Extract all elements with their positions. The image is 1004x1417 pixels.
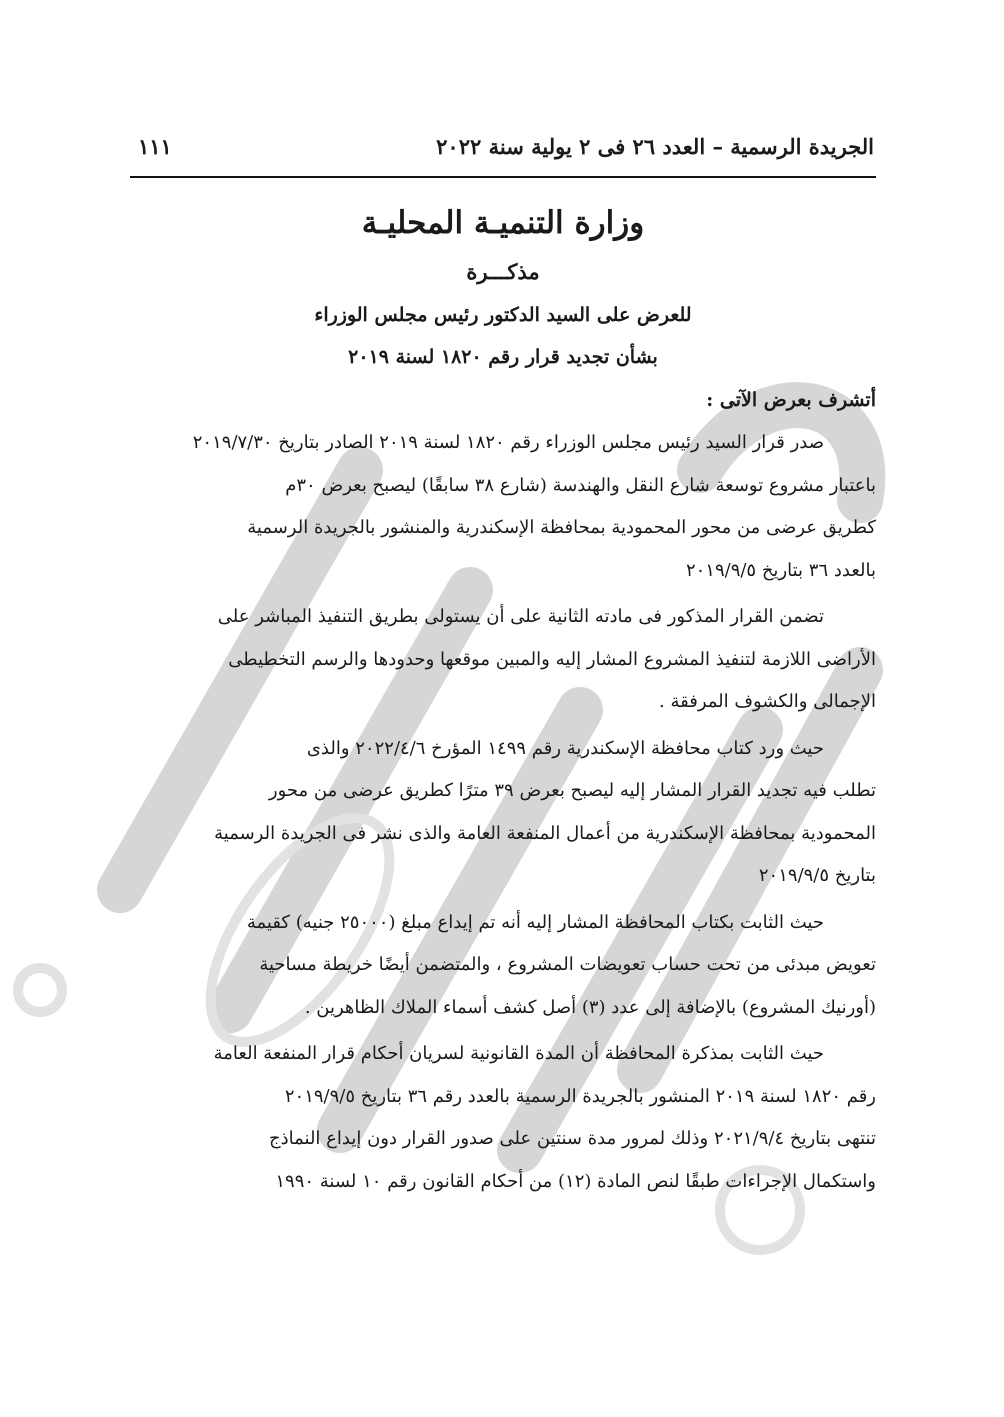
paragraph-line: الأراضى اللازمة لتنفيذ المشروع المشار إليه والمبين موقعها وحدودها والرسم التخطيطى (228, 648, 876, 670)
ministry-title: وزارة التنميـة المحليـة (361, 205, 645, 241)
paragraph-line: تطلب فيه تجديد القرار المشار إليه ليصبح بعرض ٣٩ مترًا كطريق عرضى من محور (268, 780, 876, 801)
page-number: ١١١ (138, 134, 172, 159)
paragraph-4 (130, 902, 876, 1030)
gazette-header-title: الجريدة الرسمية – العدد ٢٦ فى ٢ يولية سنة ٢٠٢٢ (436, 134, 874, 159)
paragraph-2 (130, 596, 876, 724)
paragraph-line: بالعدد ٣٦ بتاريخ ٢٠١٩/٩/٥ (685, 559, 876, 581)
paragraph-5 (130, 1033, 876, 1203)
presented-to-line: للعرض على السيد الدكتور رئيس مجلس الوزراء (314, 304, 692, 326)
paragraph-line: حيث الثابت بمذكرة المحافظة أن المدة القانونية لسريان أحكام قرار المنفعة العامة (213, 1043, 824, 1064)
paragraph-line: صدر قرار السيد رئيس مجلس الوزراء رقم ١٨٢٠ لسنة ٢٠١٩ الصادر بتاريخ ٢٠١٩/٧/٣٠ (192, 432, 824, 453)
paragraph-line: حيث الثابت بكتاب المحافظة المشار إليه أنه تم إيداع مبلغ (٢٥٠٠٠ جنيه) كقيمة (246, 911, 824, 933)
document-body (130, 196, 876, 1207)
paragraph-line: واستكمال الإجراءات طبقًا لنص المادة (١٢) من أحكام القانون رقم ١٠ لسنة ١٩٩٠ (275, 1170, 876, 1192)
page-header (130, 128, 876, 178)
paragraph-1 (130, 422, 876, 592)
memo-heading: مذكـــرة (466, 259, 540, 284)
paragraph-line: تعويض مبدئى من تحت حساب تعويضات المشروع ، والمتضمن أيضًا خريطة مساحية (259, 954, 876, 975)
paragraph-line: باعتبار مشروع توسعة شارع النقل والهندسة (شارع ٣٨ سابقًا) ليصبح بعرض ٣٠م (285, 474, 876, 496)
paragraph-line: بتاريخ ٢٠١٩/٩/٥ (758, 865, 876, 886)
paragraph-line: تضمن القرار المذكور فى مادته الثانية على أن يستولى بطريق التنفيذ المباشر على (217, 606, 824, 627)
paragraph-line: رقم ١٨٢٠ لسنة ٢٠١٩ المنشور بالجريدة الرسمية بالعدد رقم ٣٦ بتاريخ ٢٠١٩/٩/٥ (284, 1085, 876, 1107)
paragraph-line: الإجمالى والكشوف المرفقة . (659, 691, 876, 712)
paragraph-line: كطريق عرضى من محور المحمودية بمحافظة الإسكندرية والمنشور بالجريدة الرسمية (247, 517, 876, 538)
paragraph-line: (أورنيك المشروع) بالإضافة إلى عدد (٣) أصل كشف أسماء الملاك الظاهرين . (304, 996, 876, 1018)
paragraph-line: حيث ورد كتاب محافظة الإسكندرية رقم ١٤٩٩ المؤرخ ٢٠٢٢/٤/٦ والذى (306, 737, 824, 759)
subject-line: بشأن تجديد قرار رقم ١٨٢٠ لسنة ٢٠١٩ (348, 346, 658, 368)
opening-line: أتشرف بعرض الآتى : (706, 389, 876, 411)
paragraph-line: تنتهى بتاريخ ٢٠٢١/٩/٤ وذلك لمرور مدة سنتين على صدور القرار دون إيداع النماذج (268, 1128, 876, 1149)
paragraph-line: المحمودية بمحافظة الإسكندرية من أعمال المنفعة العامة والذى نشر فى الجريدة الرسمية (214, 822, 876, 844)
paragraph-3 (130, 728, 876, 898)
